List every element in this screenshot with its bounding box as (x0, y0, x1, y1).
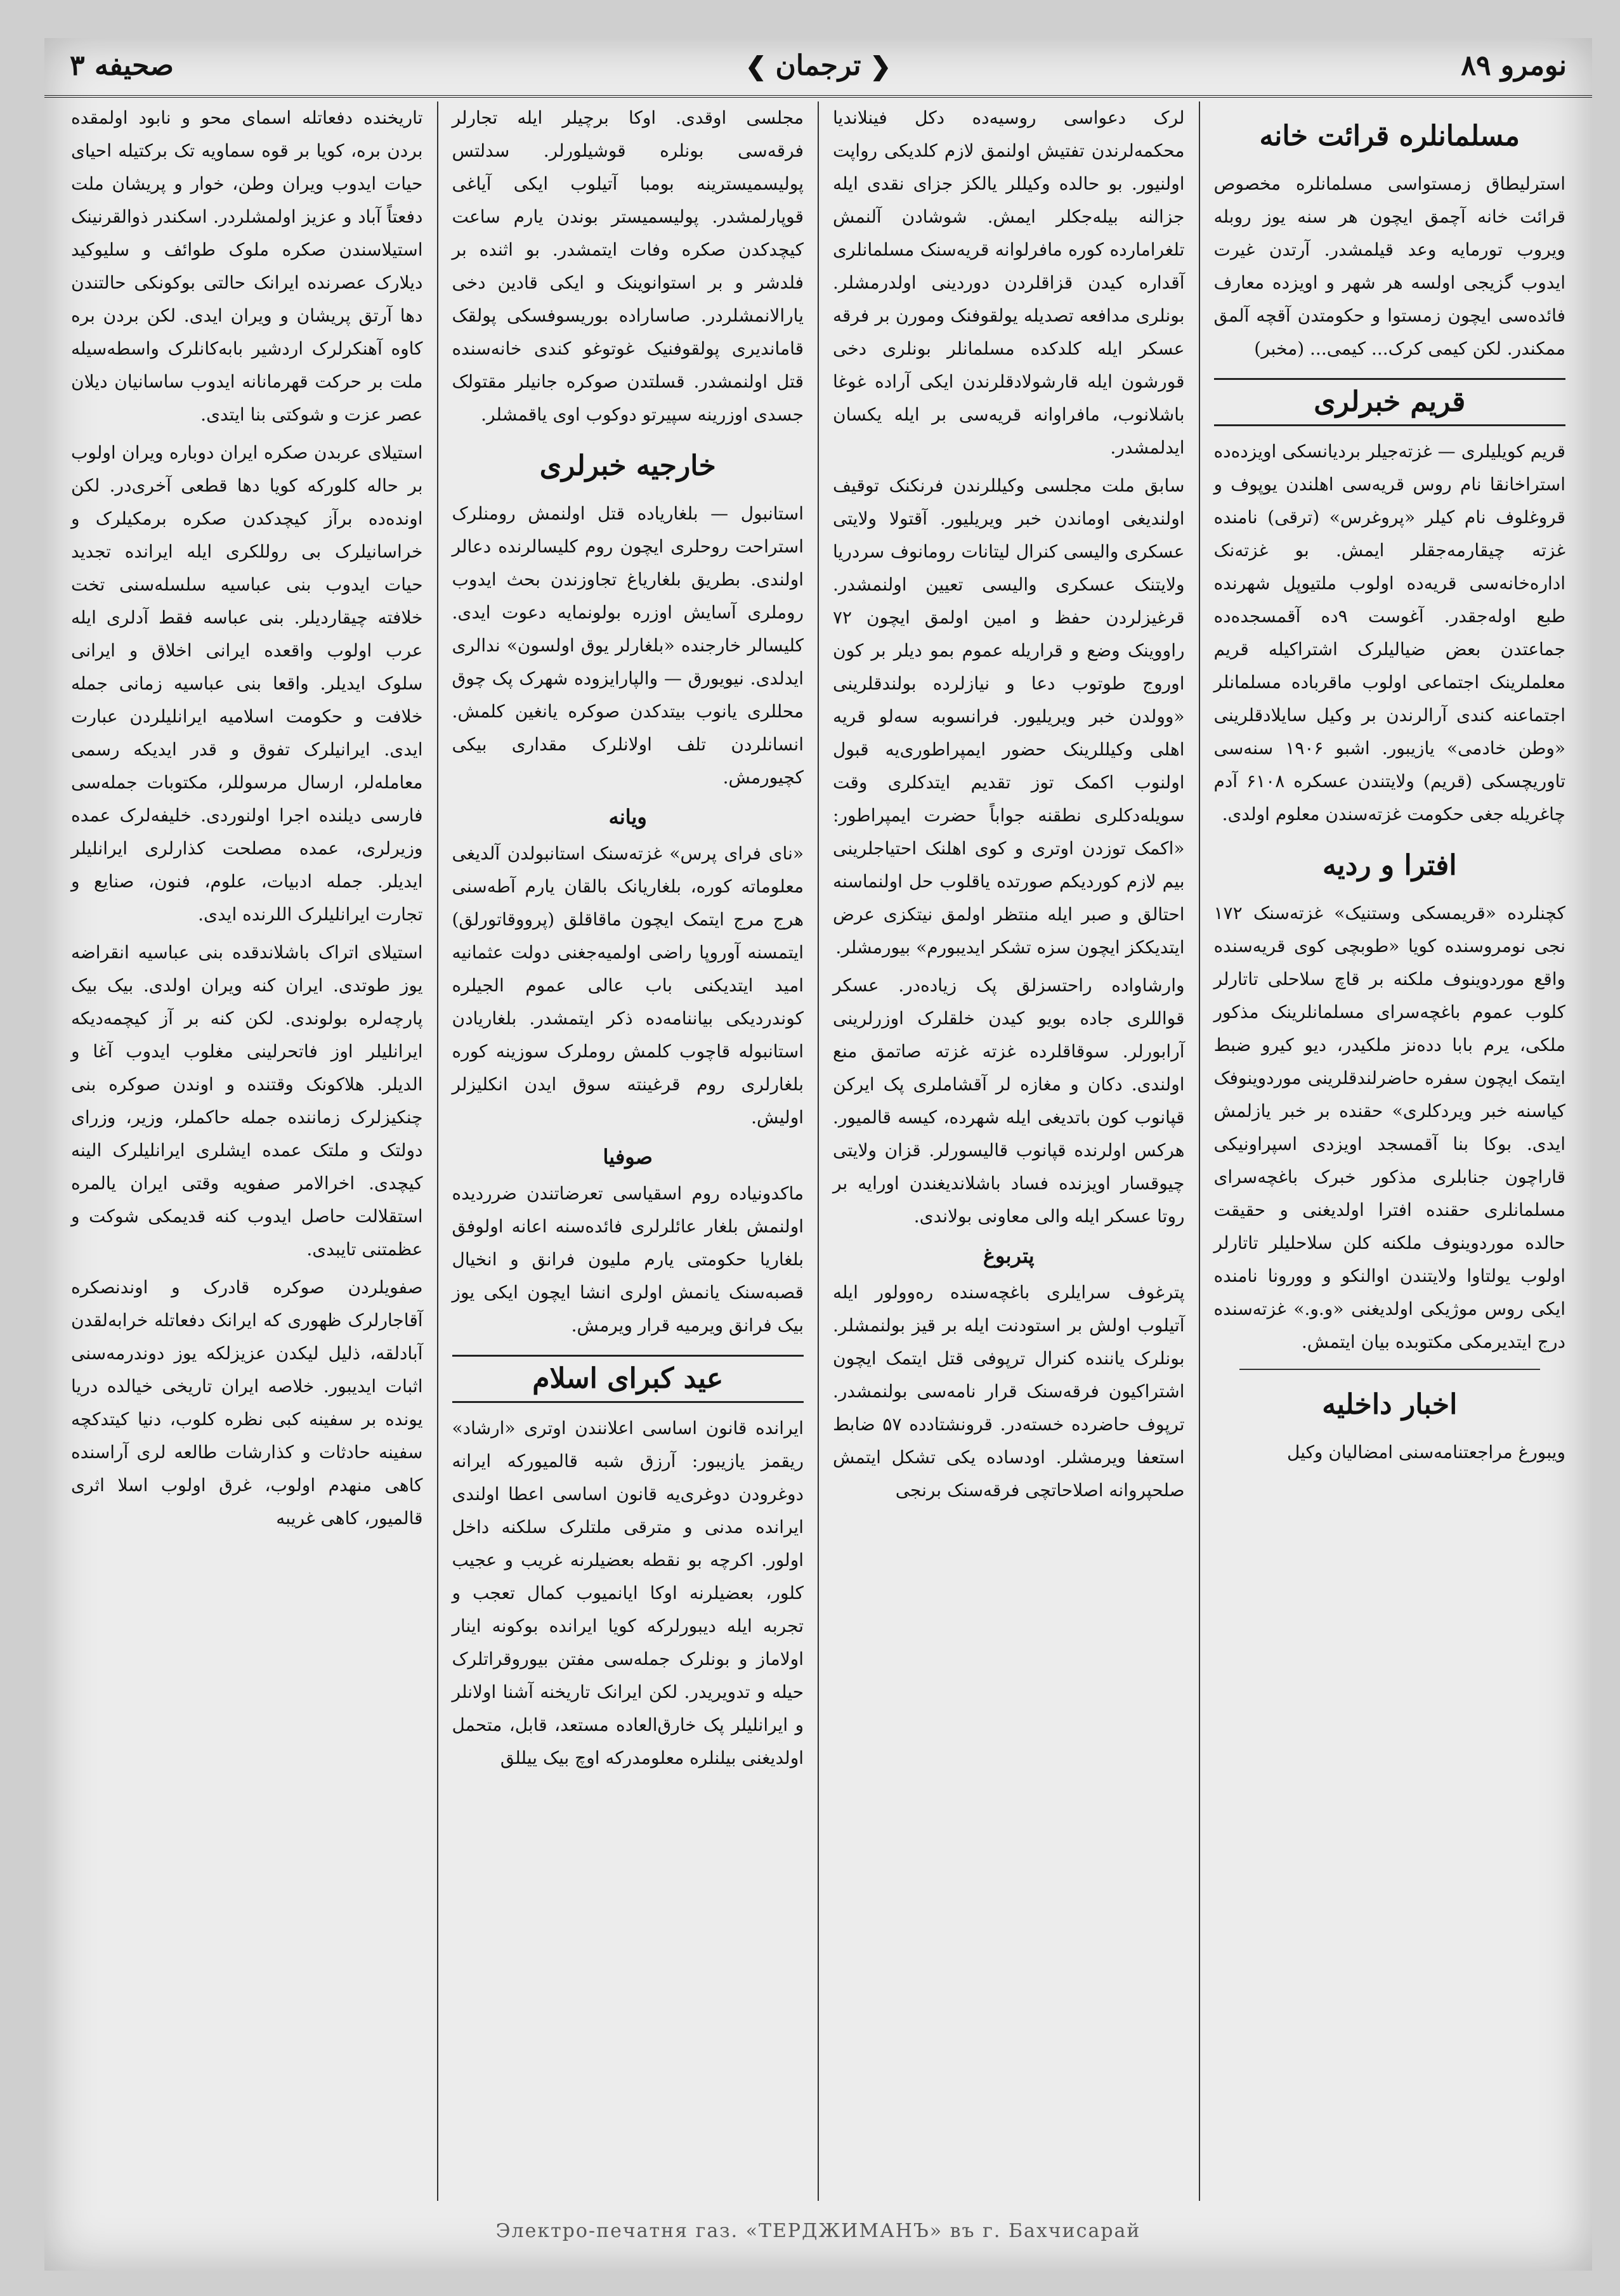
column-2 (818, 101, 1199, 2201)
column-1 (1199, 101, 1580, 2201)
article-text: ماکدونیاده روم اسقیاسی تعرضاتندن ضرردیده اولنمش بلغار عائلرلری فائده‌سنه اعانه اولوفق بلغاریا حکومتی یارم ملیون فرانق و انخیال قصبه‌سنک یانمش اولری انشا ایچون ایکی یوز بیک فرانق ویرمیه قرار ویرمش. (452, 1183, 804, 1336)
section-title-islam-feast: عید کبرای اسلام (452, 1355, 804, 1403)
article-text: استرلیطاق زمستواسی مسلمانلره مخصوص قرائت خانه آچمق ایچون هر سنه یوز روبله ویروب تورمایه وعد قیلمشدر. آرتدن غیرت ایدوب گزیجی اولسه هر شهر و اویزده معارف فائده‌سی ایچون زمستوا و حکومتدن آقچه آلمق ممکندر. لکن کیمی کرک... کیمی... (مخبر) (1213, 173, 1565, 359)
subsection-title-vienna: ویانه (608, 805, 647, 829)
article-text: استانبول — بلغاریاده قتل اولنمش رومنلرک استراحت روحلری ایچون روم کلیسالرنده دعالر اولندی. بطریق بلغاریاغ تجاوزندن بحث ایدوب روملری آسایش اوزره بولونمایه دعوت ایدی. کلیسالر خارجنده «بلغارلر یوق اولسون» ندالری ایدلدی. نیویورق — والپارایزوده شهرک پک چوق محللری یانوب بیتدکدن صوکره یانغین کلمش. انسانلردن تلف اولانلرک مقداری بیکی کچیورمش. (452, 503, 804, 788)
article-text: قریم کویلیلری — غزته‌جیلر بردیانسکی اویزده‌ده استراخانقا نام روس قریه‌سی اهلندن یوپوف و قروغلوف نام کیلر «پروغرس» (ترقی) نامنده غزته چیقارمه‌جقلر ایمش. بو غزته‌نک اداره‌خانه‌سی قریه‌ده اولوب ملتیوپل شهرنده طبع اوله‌جقدر. آغوست ۹ده آقمسجده‌ده جماعتدن بعض ضیالیلرک اشتراکیله قریم معلملرینک اجتماعی اولوب ماقرباده مسلمانلر اجتماعنه کندی آرالرندن بر وکیل سایلادقلرینی «وطن خادمی» یازیبور. اشبو ۱۹۰۶ سنه‌سی تاوریچسکی (قریم) ولایتندن عسکره ۶۱۰۸ آدم چاغریله جغی حکومت غزته‌سندن معلوم اولدی. (1213, 441, 1566, 825)
article-text: استیلای عربدن صکره ایران دوباره ویران اولوب بر حاله کلورکه کویا دها قطعی آخری‌در. لکن اونده‌ده برآز کیچدکدن صکره برمکیلرک و خراسانیلرک بی روللکری ایله ایرانده تجدید حیات ایدوب بنی عباسیه سلسله‌سنی تخت خلافته چیقاردیلر. بنی عباسه فقط آدلری ایله عرب اولوب واقعده ایرانی اخلاق و ایرانی سلوک ایدیلر. واقعا بنی عباسیه زمانی جمله خلافت و حکومت اسلامیه ایرانلیلردن عبارت ایدی. ایرانیلرک تفوق و قدر ایدیکه رسمی معامله‌لر، ارسال مرسوللر، مکتوبات جمله‌سی فارسی دیلنده اجرا اولنوردی. خلیفه‌لرک عمده وزیرلری، عمده مصلحت کذارلری ایرانلیلر ایدیلر. جمله ادبیات، علوم، فنون، صنایع و تجارت ایرانلیلرک اللرنده ایدی. (71, 442, 423, 925)
issue-number: نومرو ۸۹ (1461, 49, 1567, 82)
article-text: تاریخنده دفعاتله اسمای محو و نابود اولمقده بردن بره، کویا بر قوه سماویه تک برکتیله احیای حیات ایدوب ویران وطن، خوار و پریشان ملت دفعتاً آباد و عزیز اولمشلردر. اسکندر ذوالقرنینک استیلاسندن صکره ملوک طوائف و سلیوکید دیلارک عصرنده ایرانک حالتی بوکونکی حالتندن دها آرتق پریشان و ویران ایدی. لکن بردن بره کاوه آهنکرلرک اردشیر بابه‌کانلرک واسطه‌سیله ملت بر حرکت قهرمانانه ایدوب ساسانیان دیلان عصر عزت و شوکتی بنا ایتدی. (71, 107, 423, 425)
article-text: مجلسی اوقدی. اوکا برچیلر ایله تجارلر فرقه‌سی بونلره قوشیلورلر. سدلتس پولیسمیسترینه بومبا آتیلوب ایکی آیاغی قوپارلمشدر. پولیسمیستر بوندن یارم ساعت کیچدکدن صکره وفات ایتمشدر. بو اثنده بر فلدشر و بر استوانوینک و ایکی قادین دخی یارالانمشلردر. صاساراده بوریسوفسکی پولقک قاماندیری پولقوفنیک غوتوغو کندی خانه‌سنده قتل اولنمشدر. قسلتدن صوکره جانیلر مقتولک جسدی اوزرینه سپیرتو دوکوب اوی یاقمشلر. (452, 107, 804, 425)
page-number: صحیفه ۳ (70, 49, 174, 82)
section-title-crimea-news: قریم خبرلری (1214, 378, 1566, 426)
subsection-title-sofia: صوفیا (603, 1145, 653, 1169)
article-text: استیلای اتراک باشلاندقده بنی عباسیه انقراضه یوز طوتدی. ایران کنه ویران اولدی. بیک بیک پارچه‌لره بولوندی. لکن کنه بر آز کیچمه‌دیکه ایرانلیلر اوز فاتحرلینی مغلوب ایدوب آغا و الدیلر. هلاکونک وقتنده و اوندن صوکره بنی چنکیزلرک زماننده جمله حاکملر، وزیر، وزرای دولتک و ملتک عمده ایشلری ایرانلیلرک الینه کیچدی. اخرالامر صفویه وقتی ایران یالمره استقلالت حاصل ایدوب کنه قدیمکی شوکت و عظمتنی تایبدی. (71, 942, 423, 1260)
article-text: «نای فرای پرس» غزته‌سنک استانبولدن آلدیغی معلوماته کوره، بلغاریانک بالقان یارم آطه‌سنی هرج مرج ایتمک ایچون ماقاقلق (پرووقاتورلق) ایتمسنه آوروپا راضی اولمیه‌جغنی دولت عثمانیه امید ایتدیکنی باب عالی عموم الجیلره کوندردیکی بیاننامه‌ده ذکر ایتمشدر. بلغاریادن استانبوله قاچوب کلمش روملرک سوزینه کوره بلغارلری روم قرغینته سوق ایدن انکلیزلر اولیش. (452, 843, 804, 1128)
article-text: پترغوف سرایلری باغچه‌سنده ره‌وولور ایله آتیلوب اولش بر استودنت ایله بر قیز بولنمشلر. بونلرک یاننده کنرال ترپوفی قتل ایتمک ایچون اشتراکیون فرقه‌سنک قرار نامه‌سی بولنمشدر. ترپوف حاضرده خسته‌در. قرونشتادده ۵۷ ضابط استعفا ویرمشلر. اودساده یکی تشکل ایتمش صلحپروانه اصلاحاتچی فرقه‌سنک برنجی (833, 1282, 1185, 1501)
article-text: صفویلردن صوکره قادرک و اوندنصکره آقاجارلرک ظهوری که ایرانک دفعاتله خرابه‌لقدن آباد‌لقه، ذلیل لیکدن عزیزلکه یوز دوندرمه‌سنی اثبات ایدیبور. خلاصه ایران تاریخی خیالده دریا یونده بر سفینه کبی نظره کلوب، دنیا کیتدکچه سفینه حادثات و کذارشات طالعه لری آراسنده کاهی منهدم اولوب، غرق اولوب اسلا اثری قالمیور، کاهی غریبه (71, 1277, 423, 1529)
newspaper-title: ❮ ترجمان ❯ (736, 49, 900, 82)
subsection-title-petersburg: پتربوغ (983, 1244, 1035, 1268)
newspaper-page (44, 38, 1592, 2271)
page-header (44, 38, 1592, 98)
article-text: ایرانده قانون اساسی اعلانندن اوتری «ارشاد» ریقمز یازیبور: آرزق شبه قالمیورکه ایرانه دوغرودن دوغری‌یه قانون اساسی اعطا اولندی ایرانده مدنی و مترقی ملتلرک سلکنه داخل اولور. اکرچه بو نقطه بعضیلرنه غریب و عجیب کلور، بعضیلرنه اوکا ایانمیوب کمال تعجب و تجربه ایله دیبورلرکه کویا ایرانده بوکونه اینار اولاماز و بونلرک جمله‌سی مفتن بیوروقراتلرک حیله و تدویریدر. لکن ایرانک تاریخنه آشنا اولانلر و ایرانلیلر پک خارق‌العاده مستعد، قابل، متحمل اولدیغنی بیلنلره معلومدرکه اوچ بیک ییللق (452, 1418, 804, 1768)
article-text: کچنلرده «قریمسکی وستنیک» غزته‌سنک ۱۷۲ نجی نومروسنده کویا «طوبچی کوی قریه‌سنده واقع موردوینوف ملکنه بر قاچ سلاحلی تاتارلر کلوب عموم باغچه‌سرای مسلمانلرینک مذکور ملکی، یرم بابا دده‌نز ملکیدر، دیو کیرو ضبط ایتمک ایچون سفره حاضرلندقلرینی موردوینوفک کیاسنه خبر ویردکلری» حقنده بر خبر یازلمش ایدی. بوکا بنا آقمسجد اویزدی اسپراونیکی قاراچون جنابلری مذکور خبرک باغچه‌سرای مسلمانلری حقنده افترا اولدیغنی و حقیقت حالده موردوینوف ملکنه کلن سلاحلیلر تاتارلر اولوب یولتاوا ولایتندن اوالنکو و وورونا نامنده ایکی روس موژیکی اولدیغنی «و.و.» غزته‌سنده درج ایتدیرمکی مکتوبده بیان ایتمش. (1213, 903, 1565, 1352)
article-text: لرک دعواسی روسیه‌ده دکل فینلاندیا محکمه‌لرندن تفتیش اولنمق لازم کلدیکی رواپت اولنیور. بو حالده وکیللر یالکز جزای نقدی ایله جزالنه بیله‌جکلر ایمش. شوشادن آلنمش تلغرامارده کوره مافرلوانه قریه‌سنک مسلمانلری آقداره کیدن قزاقلردن دوردینی اولدرمشلر. بونلری مدافعه تصدیله یولقوفنک ومورن بر فرقه عسکر ایله کلدکده مسلمانلر بونلری دخی قورشون ایله قارشولادقلرندن ایکی آراده غوغا باشلانوب، مافراوانه قریه‌سی بر ایله یکسان ایدلمشدر. (833, 107, 1185, 458)
section-title-foreign-news: خارجیه خبرلری (539, 450, 716, 482)
article-text: ویبورغ مراجعتنامه‌سنی امضالیان وکیل (1286, 1442, 1565, 1463)
section-title-slander: افترا و ردیه (1322, 849, 1457, 882)
column-3 (437, 101, 818, 2201)
printer-imprint: Электро-печатня газ. «ТЕРДЖИМАНЪ» въ г. Бахчисарай (495, 2220, 1141, 2242)
section-title-domestic-news: اخبار داخلیه (1322, 1388, 1458, 1421)
section-title-reading-room: مسلمانلره قرائت خانه (1259, 120, 1520, 152)
article-text: سابق ملت مجلسی وکیللرندن فرنکنک توقیف اولندیغی اوماندن خبر ویریلیور. آقتولا ولایتی عسکری والیسی کنرال لیتانات رومانوف سردریا ولایتنک عسکری والیسی تعیین اولنمشدر. قرغیزلردن حفظ و امین اولمق ایچون ۷۲ راووینک وضع و قراریله عموم بمو دیلر بر کون اوروج طوتوب دعا و نیازلرده بولندقلرینی «وولدن خبر ویریلیور. فرانسوبه سه‌لو قریه اهلی وکیللرینک حضور ایمپراطوری‌یه قبول اولنوب اکمک توز تقدیم ایتدکلری وقت سویله‌دکلری نطقنه جواباً حضرت ایمپراطور: «اکمک توزدن اوتری و کوی اهلنک احتیاجلرینی بیم لازم کوردیکم صورتده یاقلوب حل اولنماسنه احتالق و صبر ایله منتظر اولمق نیتکزی عرض ایتدیککز ایچون سزه تشکر ایدیبورم» بیورمشلر. (833, 475, 1185, 958)
article-columns (57, 101, 1579, 2201)
column-4 (57, 101, 437, 2201)
article-text: وارشاواده راحتسزلق پک زیاده‌در. عسکر قواللری جاده بویو کیدن خلقلرک اوزرلرینی آرابورلر. سوقاقلرده غزته غزته صاتمق منع اولندی. دکان و مغازه لر آقشاملری پک ایرکن قپانوب کون باتدیغی ایله شهرده، کیسه قالمیور. هرکس اولرنده قپانوب قالیسورلر. قزان ولایتی چیوقسار اویزنده فساد باشلاندیغندن اورایه بر روتا عسکر ایله والی معاونی بولاندی. (833, 975, 1185, 1227)
divider (1239, 1369, 1541, 1370)
